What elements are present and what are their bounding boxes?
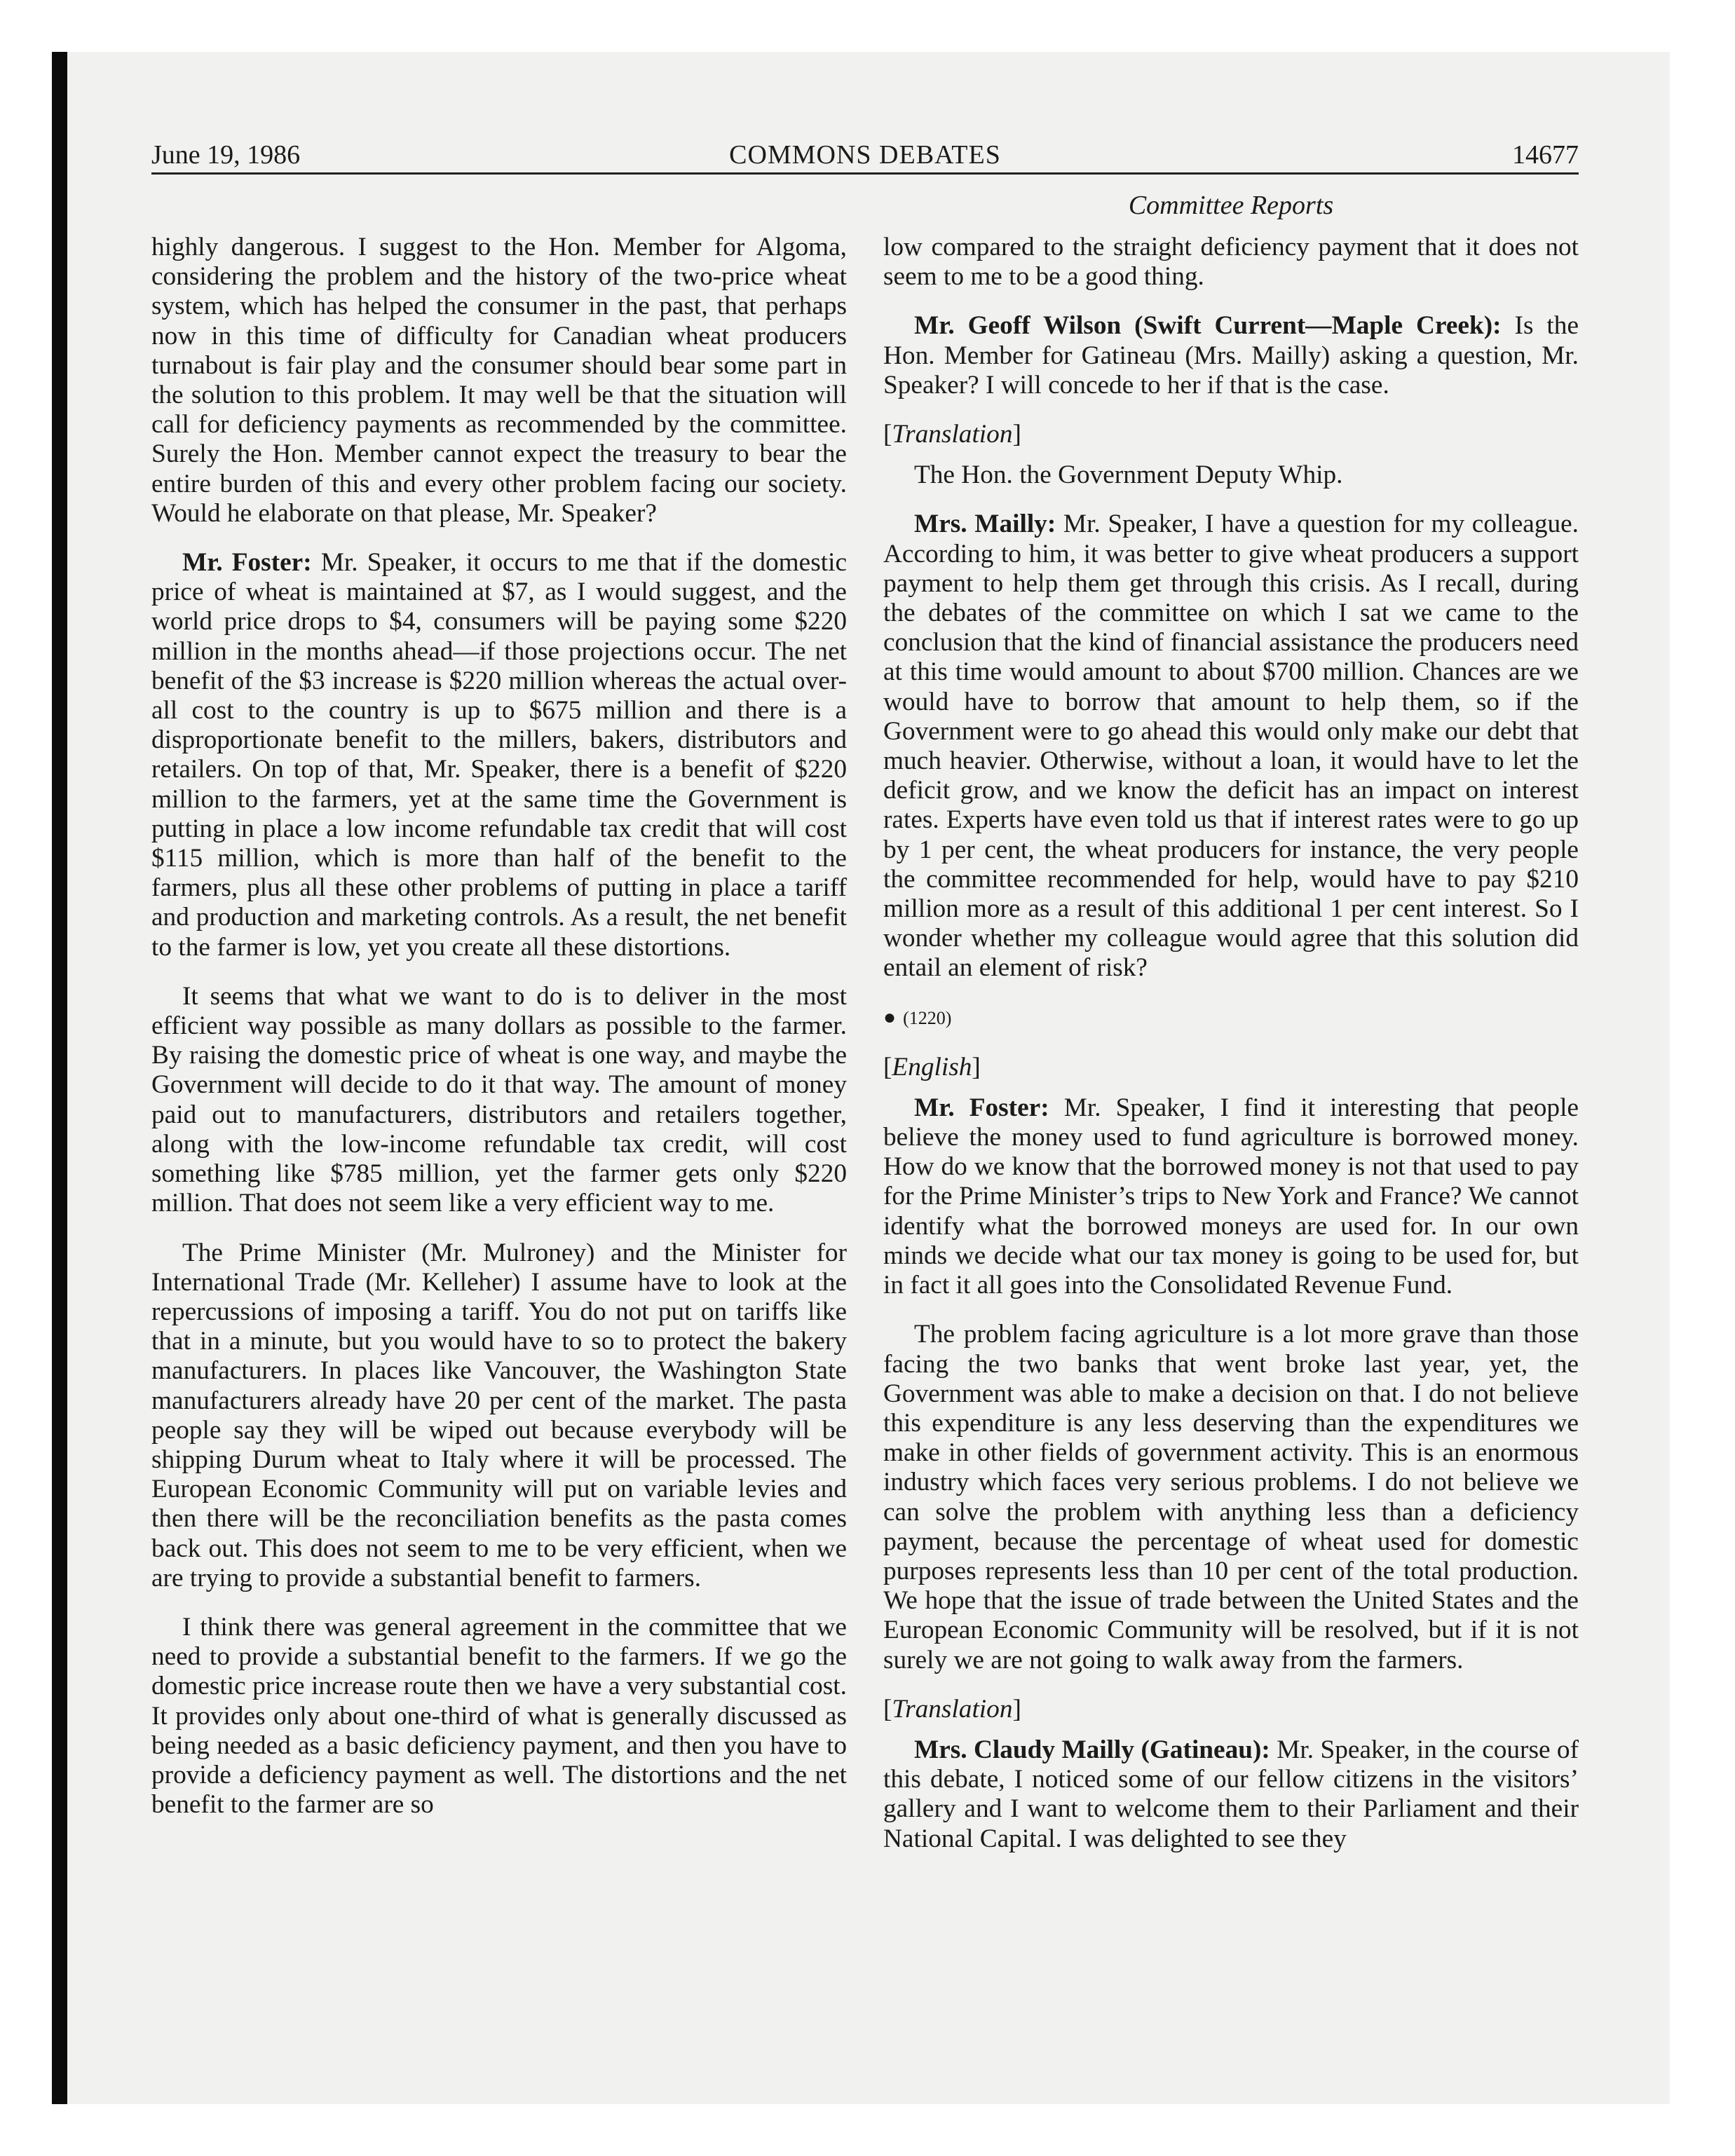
paragraph (151, 233, 847, 528)
paragraph (151, 548, 847, 962)
speaker-name: Mrs. Mailly: (914, 510, 1056, 539)
paragraph-text: Is the Hon. Member for Gatineau (Mrs. Mailly) asking a question, Mr. Speaker? I will concede to her if that is the case. (883, 311, 1579, 400)
paragraph (883, 1735, 1579, 1854)
procedural-note-text: Translation (892, 420, 1013, 449)
paragraph (151, 1239, 847, 1593)
paragraph-text: Mr. Speaker, I have a question for my colleague. According to him, it was better to give wheat producers a support payment to help them get through this crisis. As I recall, during the debates of the committee on which I sat we came to the conclusion that the kind of financial assistance the producers need at this time would amount to about $700 million. Chances are we would have to borrow that amount to help them, so if the Government were to go ahead this would only make our debt that much heavier. Otherwise, without a loan, it would have to let the deficit grow, and we know the deficit has an impact on interest rates. Experts have even told us that if interest rates were to go up by 1 per cent, the wheat producers for instance, the very people the committee recommended for help, would have to pay $210 million more as a result of this additional 1 per cent interest. So I wonder whether my colleague would agree that this solution did entail an element of risk? (883, 510, 1579, 983)
paragraph-text: Mr. Speaker, in the course of this debate, I noticed some of our fellow citizens in the visitors’ gallery and I want to welcome them to their Parliament and their National Capital. I was delighted to see they (883, 1735, 1579, 1853)
paragraph-text: Mr. Speaker, it occurs to me that if the domestic price of wheat is maintained at $7, as I would suggest, and the world price drops to $4, consumers will be paying some $220 million in the months ahead—if those projections occur. The net benefit of the $3 increase is $220 million whereas the actual over-all cost to the country is up to $675 million and there is a disproportionate benefit to the millers, bakers, distributors and retailers. On top of that, Mr. Speaker, there is a benefit of $220 million to the farmers, yet at the same time the Government is putting in place a low income refundable tax credit that will cost $115 million, which is more than half of the benefit to the farmers, plus all these other problems of putting in place a tariff and production and marketing controls. As a result, the net benefit to the farmer is low, yet you create all these distortions. (151, 548, 847, 962)
speaker-name: Mr. Geoff Wilson (Swift Current—Maple Creek): (914, 311, 1502, 341)
paragraph-text: I think there was general agreement in the committee that we need to provide a substantial benefit to the farmers. If we go the domestic price increase route then we have a very substantial cost. It provides only about one-third of what is generally discussed as being needed as a basic deficiency payment, and then you have to provide a deficiency payment as well. The distortions and the net benefit to the farmer are so (151, 1612, 847, 1820)
procedural-note: [Translation] (883, 1694, 1021, 1724)
header-publication: COMMONS DEBATES (729, 140, 1001, 170)
paragraph (883, 1093, 1579, 1300)
left-column (151, 233, 847, 1839)
header-date: June 19, 1986 (151, 140, 301, 170)
paragraph-text: The Hon. the Government Deputy Whip. (914, 460, 1343, 490)
paragraph (883, 233, 1579, 292)
page-header (151, 137, 1579, 172)
paragraph-text: The problem facing agriculture is a lot more grave than those facing the two banks that went broke last year, yet, the Government was able to make a decision on that. I do not believe this expenditure is any less deserving than the expenditures we make in other fields of government activity. This is an enormous industry which faces very serious problems. I do not believe we can solve the problem with anything less than a deficiency payment, because the percentage of wheat used for domestic purposes represents less than 10 per cent of the total production. We hope that the issue of trade between the United States and the European Economic Community will be resolved, but if it is not surely we are not going to walk away from the farmers. (883, 1320, 1579, 1674)
speaker-name: Mr. Foster: (182, 548, 312, 578)
procedural-note-text: Translation (892, 1694, 1013, 1724)
time-marker-text: (1220) (903, 1007, 952, 1028)
paragraph-text: The Prime Minister (Mr. Mulroney) and the Minister for International Trade (Mr. Kelleher) I assume have to look at the repercussions of imposing a tariff. You do not put on tariffs like that in a minute, but you would have to so to protect the bakery manufacturers. In places like Vancouver, the Washington State manufacturers already have 20 per cent of the market. The pasta people say they will be wiped out because everybody will be shipping Durum wheat to Italy where it will be processed. The European Economic Community will put on variable levies and then there will be the reconciliation benefits as the pasta comes back out. This does not seem to me to be very efficient, when we are trying to provide a substantial benefit to farmers. (151, 1238, 847, 1592)
speaker-name: Mrs. Claudy Mailly (Gatineau): (914, 1735, 1270, 1764)
binding-edge (52, 52, 67, 2104)
bullet-icon: ● (883, 1005, 897, 1029)
paragraph (151, 982, 847, 1219)
paragraph (151, 1613, 847, 1820)
paragraph-text: Mr. Speaker, I find it interesting that people believe the money used to fund agriculture is borrowed money. How do we know that the borrowed money is not that used to pay for the Prime Minister’s trips to New York and France? We cannot identify what the borrowed moneys are used for. In our own minds we decide what our tax money is going to be used for, but in fact it all goes into the Consolidated Revenue Fund. (883, 1093, 1579, 1300)
paragraph-text: highly dangerous. I suggest to the Hon. Member for Algoma, considering the problem and the history of the two-price wheat system, which has helped the consumer in the past, that perhaps now in this time of difficulty for Canadian wheat producers turnabout is fair play and the consumer should bear some part in the solution to this problem. It may well be that the situation will call for deficiency payments as recommended by the committee. Surely the Hon. Member cannot expect the treasury to bear the entire burden of this and every other problem facing our society. Would he elaborate on that please, Mr. Speaker? (151, 233, 847, 528)
paragraph-text: low compared to the straight deficiency payment that it does not seem to me to be a good thing. (883, 233, 1579, 292)
header-rule (151, 172, 1579, 175)
time-marker (883, 1003, 1579, 1033)
procedural-note-text: English (892, 1052, 972, 1082)
paragraph (883, 510, 1579, 983)
procedural-note: [English] (883, 1052, 981, 1082)
paragraph (883, 311, 1579, 400)
paragraph-text: It seems that what we want to do is to deliver in the most efficient way possible as many dollars as possible to the farmer. By raising the domestic price of wheat is one way, and maybe the Government will decide to do it that way. The amount of money paid out to manufacturers, distributors and retailers together, along with the low-income refundable tax credit, will cost something like $785 million, yet the farmer gets only $220 million. That does not seem like a very efficient way to me. (151, 981, 847, 1218)
header-page-number: 14677 (1512, 140, 1579, 170)
procedural-note: [Translation] (883, 420, 1021, 449)
section-label: Committee Reports (1128, 191, 1334, 220)
paragraph (883, 460, 1579, 490)
paragraph (883, 1320, 1579, 1674)
right-column (883, 233, 1579, 1874)
speaker-name: Mr. Foster: (914, 1093, 1049, 1122)
